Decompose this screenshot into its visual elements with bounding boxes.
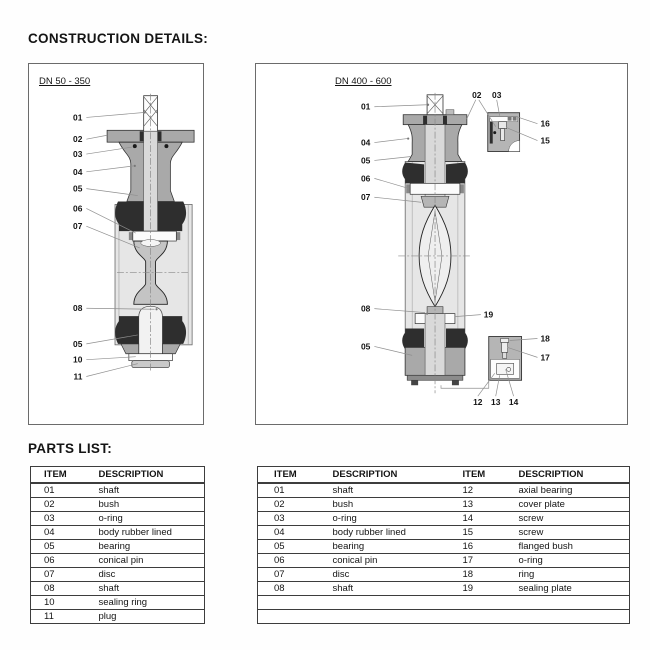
valve-drawing-dn400-600 <box>256 64 627 424</box>
description-cell <box>330 596 459 610</box>
upper-detail-inset <box>488 113 520 152</box>
description-cell: o-ring <box>518 555 543 566</box>
table-row <box>258 512 630 526</box>
bush-right <box>443 116 447 125</box>
callout-06: 06 <box>73 203 83 214</box>
item-cell <box>459 596 516 610</box>
cover-plate-part <box>497 363 514 374</box>
parts-list-title: PARTS LIST: <box>28 441 113 456</box>
description-cell: disc <box>98 569 116 580</box>
callout-07: 07 <box>360 192 371 203</box>
o-ring-dot <box>493 131 496 134</box>
pin-part <box>503 352 507 358</box>
table-row <box>31 596 205 610</box>
o-ring-left <box>133 144 137 148</box>
callout-17: 17 <box>540 352 550 363</box>
item-cell: 03 <box>274 513 285 524</box>
lower-rubber-right <box>446 329 468 350</box>
description-cell: o-ring <box>98 513 123 524</box>
callout-05b: 05 <box>73 338 83 349</box>
description-cell: bearing <box>98 541 131 552</box>
callout-05: 05 <box>360 155 371 166</box>
table-row <box>31 540 205 554</box>
callout-02: 02 <box>472 89 482 100</box>
screw-stem <box>501 129 505 141</box>
callout-01: 01 <box>73 112 83 123</box>
bolt-left <box>411 380 418 385</box>
bush-tab <box>508 117 512 121</box>
description-cell: conical pin <box>332 555 378 566</box>
bush-left <box>140 131 144 141</box>
callout-03: 03 <box>492 89 502 100</box>
callout-08: 08 <box>73 303 83 314</box>
table-row-empty <box>258 610 630 624</box>
callout-14: 14 <box>508 397 519 408</box>
item-cell: 01 <box>44 485 55 496</box>
table-row <box>258 498 630 512</box>
item-cell: 07 <box>44 569 55 580</box>
item-cell: 04 <box>274 527 285 538</box>
item-cell: 01 <box>274 485 285 496</box>
description-cell <box>516 596 630 610</box>
table-row <box>258 526 630 540</box>
bush-left <box>423 116 427 125</box>
description-cell: screw <box>518 527 544 538</box>
description-cell: plug <box>98 611 117 622</box>
description-cell: disc <box>332 569 350 580</box>
bush-right <box>158 131 162 141</box>
dn-range-label: DN 400 - 600 <box>335 76 392 87</box>
bearing-cap-left <box>406 184 410 193</box>
diagram-box-dn50-350 <box>28 63 204 425</box>
valve-drawing-dn50-350 <box>29 64 203 424</box>
callout-02: 02 <box>73 134 83 145</box>
description-cell: sealing plate <box>518 583 572 594</box>
item-cell: 17 <box>462 555 474 566</box>
lower-detail-inset <box>489 337 522 381</box>
ring-part <box>501 338 509 342</box>
item-cell: 16 <box>462 541 474 552</box>
description-cell: shaft <box>332 485 354 496</box>
item-cell <box>459 610 516 624</box>
item-cell: 05 <box>44 541 55 552</box>
table-row <box>31 582 205 596</box>
callout-18: 18 <box>540 333 550 344</box>
callout-06: 06 <box>360 173 371 184</box>
item-cell: 11 <box>44 611 54 622</box>
description-header: DESCRIPTION <box>98 469 164 480</box>
callout-05: 05 <box>73 183 83 194</box>
screw-head <box>499 122 507 129</box>
callout-08: 08 <box>360 303 371 314</box>
description-cell: sealing ring <box>98 597 148 608</box>
description-cell: o-ring <box>332 513 357 524</box>
callout-12: 12 <box>473 397 483 408</box>
item-cell <box>258 596 330 610</box>
bearing-cap-left <box>129 232 133 240</box>
callout-19: 19 <box>483 309 494 320</box>
item-cell: 14 <box>462 513 474 524</box>
bonnet-right <box>162 344 180 354</box>
callout-05b: 05 <box>360 341 371 352</box>
item-cell: 02 <box>274 499 285 510</box>
description-cell: screw <box>518 513 544 524</box>
description-cell <box>330 610 459 624</box>
description-cell: body rubber lined <box>98 527 172 538</box>
bonnet-left <box>121 344 139 354</box>
item-header: ITEM <box>274 469 297 480</box>
description-cell: flanged bush <box>518 541 573 552</box>
table-row <box>258 483 630 498</box>
valve-cross-section <box>107 94 194 373</box>
description-cell: axial bearing <box>518 485 573 496</box>
table-row <box>258 554 630 568</box>
o-ring-part <box>502 342 508 352</box>
callout-01: 01 <box>360 101 371 112</box>
table-row <box>31 526 205 540</box>
item-cell: 18 <box>462 569 474 580</box>
callout-04: 04 <box>360 137 371 148</box>
description-cell: bush <box>332 499 354 510</box>
callout-13: 13 <box>491 397 501 408</box>
callout-labels <box>73 112 83 381</box>
table-row <box>31 554 205 568</box>
bearing-cap-right <box>460 184 464 193</box>
parts-table-dn400-600 <box>257 466 630 624</box>
table-row <box>31 610 205 624</box>
item-cell: 04 <box>44 527 55 538</box>
table-row <box>31 483 205 498</box>
bush-hatch <box>490 122 493 144</box>
item-cell: 03 <box>44 513 55 524</box>
description-cell <box>516 610 630 624</box>
item-header: ITEM <box>44 469 67 480</box>
bolt-right <box>452 380 459 385</box>
item-cell <box>258 610 330 624</box>
description-cell: bush <box>98 499 120 510</box>
upper-rubber-left <box>402 162 424 183</box>
description-cell: shaft <box>332 583 354 594</box>
item-header: ITEM <box>462 469 486 480</box>
item-cell: 05 <box>274 541 285 552</box>
description-cell: shaft <box>98 485 120 496</box>
item-cell: 08 <box>274 583 285 594</box>
table-row <box>258 568 630 582</box>
bearing-cap-right <box>176 232 180 240</box>
construction-details-title: CONSTRUCTION DETAILS: <box>28 31 209 46</box>
callout-11: 11 <box>73 371 83 382</box>
description-cell: conical pin <box>98 555 144 566</box>
description-cell: bearing <box>332 541 365 552</box>
o-ring-right <box>164 144 168 148</box>
callout-04: 04 <box>73 166 83 177</box>
table-row <box>258 582 630 596</box>
flange-step <box>446 110 454 115</box>
description-header: DESCRIPTION <box>518 469 584 480</box>
table-row <box>31 512 205 526</box>
item-cell: 08 <box>44 583 55 594</box>
parts-table-dn50-350 <box>30 466 205 624</box>
description-header: DESCRIPTION <box>332 469 398 480</box>
callout-10: 10 <box>73 354 83 365</box>
item-cell: 02 <box>44 499 55 510</box>
valve-cross-section <box>398 93 472 393</box>
item-cell: 12 <box>462 485 474 496</box>
diagram-box-dn400-600 <box>255 63 628 425</box>
description-cell: shaft <box>98 583 120 594</box>
table-header-row <box>258 467 630 484</box>
table-header-row <box>31 467 205 484</box>
item-cell: 06 <box>44 555 55 566</box>
table-row <box>31 568 205 582</box>
callout-15: 15 <box>540 135 550 146</box>
item-cell: 10 <box>44 597 55 608</box>
item-cell: 06 <box>274 555 285 566</box>
dn-range-label: DN 50 - 350 <box>39 76 91 87</box>
detail-connector-line <box>441 380 489 388</box>
description-cell: ring <box>518 569 535 580</box>
table-row-empty <box>258 596 630 610</box>
callout-07: 07 <box>73 221 83 232</box>
bearing-band <box>133 231 177 241</box>
table-row <box>258 540 630 554</box>
description-cell: cover plate <box>518 499 565 510</box>
lower-rubber-left <box>402 329 424 350</box>
table-row <box>31 498 205 512</box>
item-cell: 15 <box>462 527 474 538</box>
callout-16: 16 <box>540 118 550 129</box>
description-cell: body rubber lined <box>332 527 406 538</box>
item-cell: 13 <box>462 499 474 510</box>
upper-rubber-right <box>446 162 468 183</box>
item-cell: 19 <box>462 583 474 594</box>
item-cell: 07 <box>274 569 285 580</box>
bush-tab <box>513 117 517 121</box>
callout-03: 03 <box>73 149 83 159</box>
